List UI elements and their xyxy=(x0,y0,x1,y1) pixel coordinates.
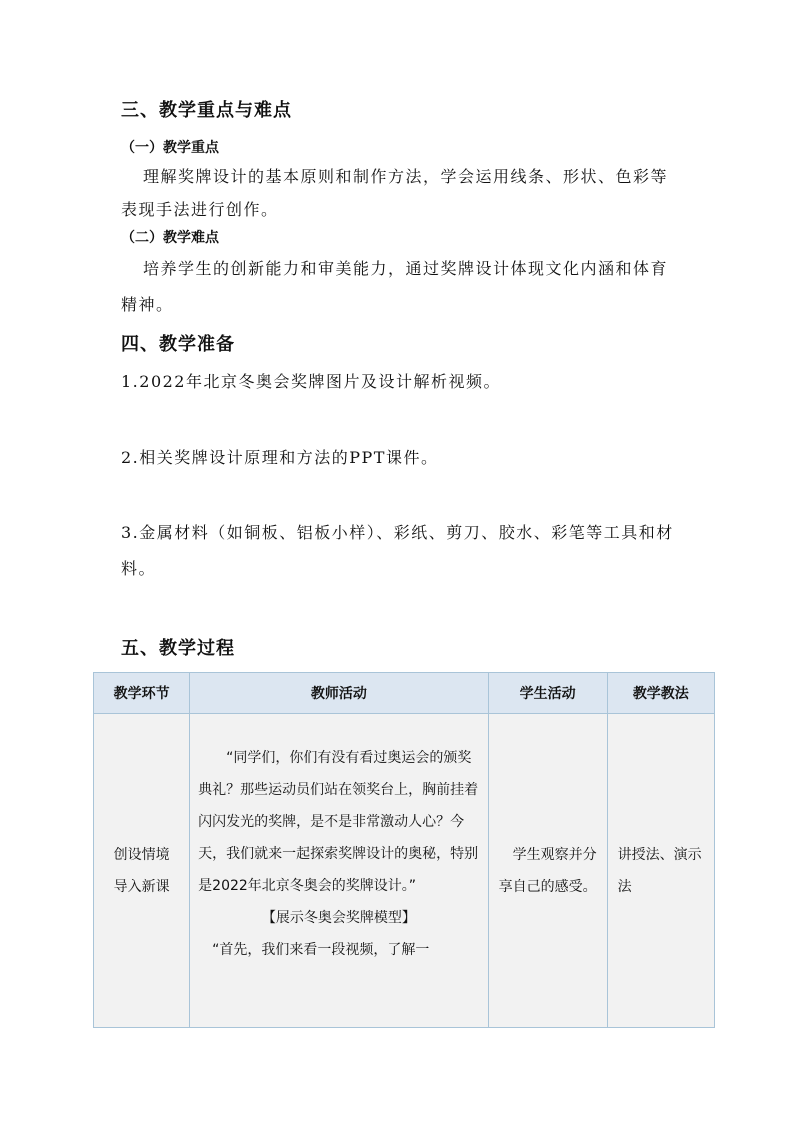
prep-item-1: 1.2022年北京冬奥会奖牌图片及设计解析视频。 xyxy=(121,372,501,391)
section3-sub1: （一）教学重点 xyxy=(121,140,219,156)
teacher-para-1: “同学们，你们有没有看过奥运会的颁奖典礼？那些运动员们站在领奖台上，胸前挂着闪闪发光的奖牌，是不是非常激动人心？今天，我们就来一起探索奖牌设计的奥秘，特别是2022年北京冬奥会的奖牌设计。” xyxy=(198,750,479,894)
section3-para1: 理解奖牌设计的基本原则和制作方法，学会运用线条、形状、色彩等表现手法进行创作。 xyxy=(121,167,669,219)
cell-teacher xyxy=(190,714,488,1028)
section4-title: 四、教学准备 xyxy=(121,334,235,355)
teacher-para-3: “首先，我们来看一段视频，了解一 xyxy=(212,942,430,958)
header-method: 教学教法 xyxy=(607,673,714,714)
prep-item-2: 2.相关奖牌设计原理和方法的PPT课件。 xyxy=(121,448,439,467)
student-text: 学生观察并分享自己的感受。 xyxy=(498,846,597,895)
section3-title: 三、教学重点与难点 xyxy=(121,100,292,121)
header-stage: 教学环节 xyxy=(94,673,190,714)
process-table xyxy=(93,672,715,1028)
table-header-row xyxy=(94,673,715,714)
header-student: 学生活动 xyxy=(488,673,607,714)
cell-student xyxy=(488,714,607,1028)
method-text: 讲授法、演示法 xyxy=(617,846,702,895)
header-teacher: 教师活动 xyxy=(190,673,488,714)
cell-stage xyxy=(94,714,190,1028)
section5-title: 五、教学过程 xyxy=(121,638,235,659)
teacher-para-2: 【展示冬奥会奖牌模型】 xyxy=(261,910,416,926)
table-row xyxy=(94,714,715,1028)
stage-text: 创设情境导入新课 xyxy=(113,846,170,895)
cell-method xyxy=(607,714,714,1028)
section3-sub2: （二）教学难点 xyxy=(121,230,219,246)
section3-para2: 培养学生的创新能力和审美能力，通过奖牌设计体现文化内涵和体育精神。 xyxy=(121,259,669,314)
prep-item-3: 3.金属材料（如铜板、铝板小样）、彩纸、剪刀、胶水、彩笔等工具和材料。 xyxy=(121,523,674,578)
